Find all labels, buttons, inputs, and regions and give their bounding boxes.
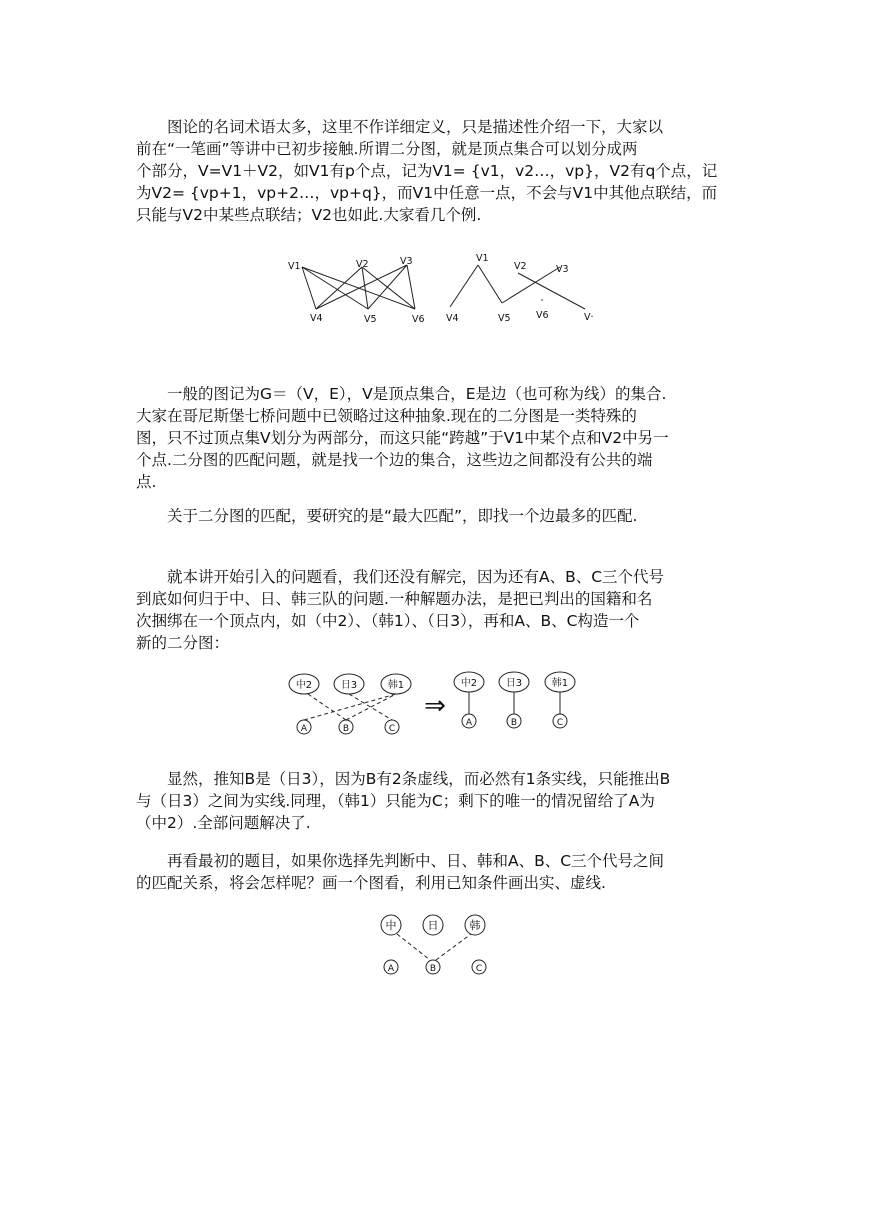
text-line: 图，只不过顶点集V划分为两部分，而这只能“跨越”于V1中某个点和V2中另一 xyxy=(136,429,669,447)
text-line: 再看最初的题目，如果你选择先判断中、日、韩和A、B、C三个代号之间 xyxy=(136,852,665,870)
text-line: 大家在哥尼斯堡七桥问题中已领略过这种抽象.现在的二分图是一类特殊的 xyxy=(136,407,637,425)
bipartite-graph-examples xyxy=(280,245,610,330)
node-label: 中2 xyxy=(295,680,313,691)
node-label: C xyxy=(475,964,483,974)
text-line: 与（日3）之间为实线.同理，（韩1）只能为C；剩下的唯一的情况留给了A为 xyxy=(136,792,655,810)
node-label: 韩 xyxy=(469,919,481,932)
paragraph-max-matching xyxy=(136,505,746,527)
node-label: B xyxy=(510,718,518,728)
node-label: B xyxy=(429,964,437,974)
node-label: 日3 xyxy=(340,680,358,691)
node-label: 日 xyxy=(427,919,439,932)
node-label: A xyxy=(300,724,308,734)
text-line: 次捆绑在一个顶点内，如（中2）、（韩1）、（日3），再和A、B、C构造一个 xyxy=(136,612,640,630)
text-line: 个部分，V=V1＋V2，如V1有p个点，记为V1= {v1，v2…，vp}，V2有q个点，记 xyxy=(136,162,718,180)
matching-diagram xyxy=(280,668,590,738)
text-line: （中2）.全部问题解决了. xyxy=(136,814,311,832)
vertex-label: V4 xyxy=(446,313,459,324)
vertex-label: V5 xyxy=(364,314,377,325)
vertex-label: V6 xyxy=(536,310,549,321)
text-line: 个点.二分图的匹配问题，就是找一个边的集合，这些边之间都没有公共的端 xyxy=(136,451,653,469)
node-label: 韩1 xyxy=(551,678,569,689)
vertex-label: V1 xyxy=(288,261,301,272)
nationality-matching-diagram xyxy=(370,910,500,980)
node-label: 中2 xyxy=(460,678,478,689)
text-line: 前在“一笔画”等讲中已初步接触.所谓二分图，就是顶点集合可以划分成两 xyxy=(136,140,638,158)
paragraph-solution xyxy=(136,768,746,834)
text-line: 一般的图记为G＝（V，E），V是顶点集合，E是边（也可称为线）的集合. xyxy=(136,385,667,403)
vertex-label: V4 xyxy=(310,313,323,324)
node-label: C xyxy=(556,718,564,728)
text-line: 显然，推知B是（日3），因为B有2条虚线，而必然有1条实线，只能推出B xyxy=(136,770,671,788)
vertex-label: V2 xyxy=(514,261,527,272)
node-label: 日3 xyxy=(505,678,523,689)
vertex-label: V3 xyxy=(556,264,569,275)
text-line: 图论的名词术语太多，这里不作详细定义，只是描述性介绍一下，大家以 xyxy=(136,118,664,136)
vertex-label: V3 xyxy=(400,256,413,267)
text-line: 到底如何归于中、日、韩三队的问题.一种解题办法，是把已判出的国籍和名 xyxy=(136,590,653,608)
vertex-label: V6 xyxy=(412,314,425,325)
node-label: 中 xyxy=(385,919,397,932)
text-line: 只能与V2中某些点联结；V2也如此.大家看几个例. xyxy=(136,206,482,224)
paragraph-revisit xyxy=(136,850,746,894)
vertex-label: V2 xyxy=(356,259,369,270)
node-label: C xyxy=(388,724,396,734)
paragraph-definition xyxy=(136,383,746,493)
text-line: 新的二分图： xyxy=(136,634,230,652)
node-label: B xyxy=(342,724,350,734)
text-line: 关于二分图的匹配，要研究的是“最大匹配”，即找一个边最多的匹配. xyxy=(136,507,638,525)
vertex-label: V5 xyxy=(498,313,511,324)
paragraph-problem xyxy=(136,566,746,654)
text-line: 为V2= {vp+1，vp+2…，vp+q}，而V1中任意一点，不会与V1中其他点联结，而 xyxy=(136,184,718,202)
node-label: 韩1 xyxy=(387,680,405,691)
text-line: 点. xyxy=(136,473,157,491)
arrow-icon: ⇒ xyxy=(424,691,446,721)
vertex-label: V1 xyxy=(476,253,489,264)
node-label: A xyxy=(387,964,395,974)
node-label: A xyxy=(465,718,473,728)
paragraph-intro xyxy=(136,116,746,226)
text-line: 就本讲开始引入的问题看，我们还没有解完，因为还有A、B、C三个代号 xyxy=(136,568,665,586)
text-line: 的匹配关系，将会怎样呢？画一个图看，利用已知条件画出实、虚线. xyxy=(136,874,606,892)
vertex-label: V· xyxy=(584,312,594,323)
